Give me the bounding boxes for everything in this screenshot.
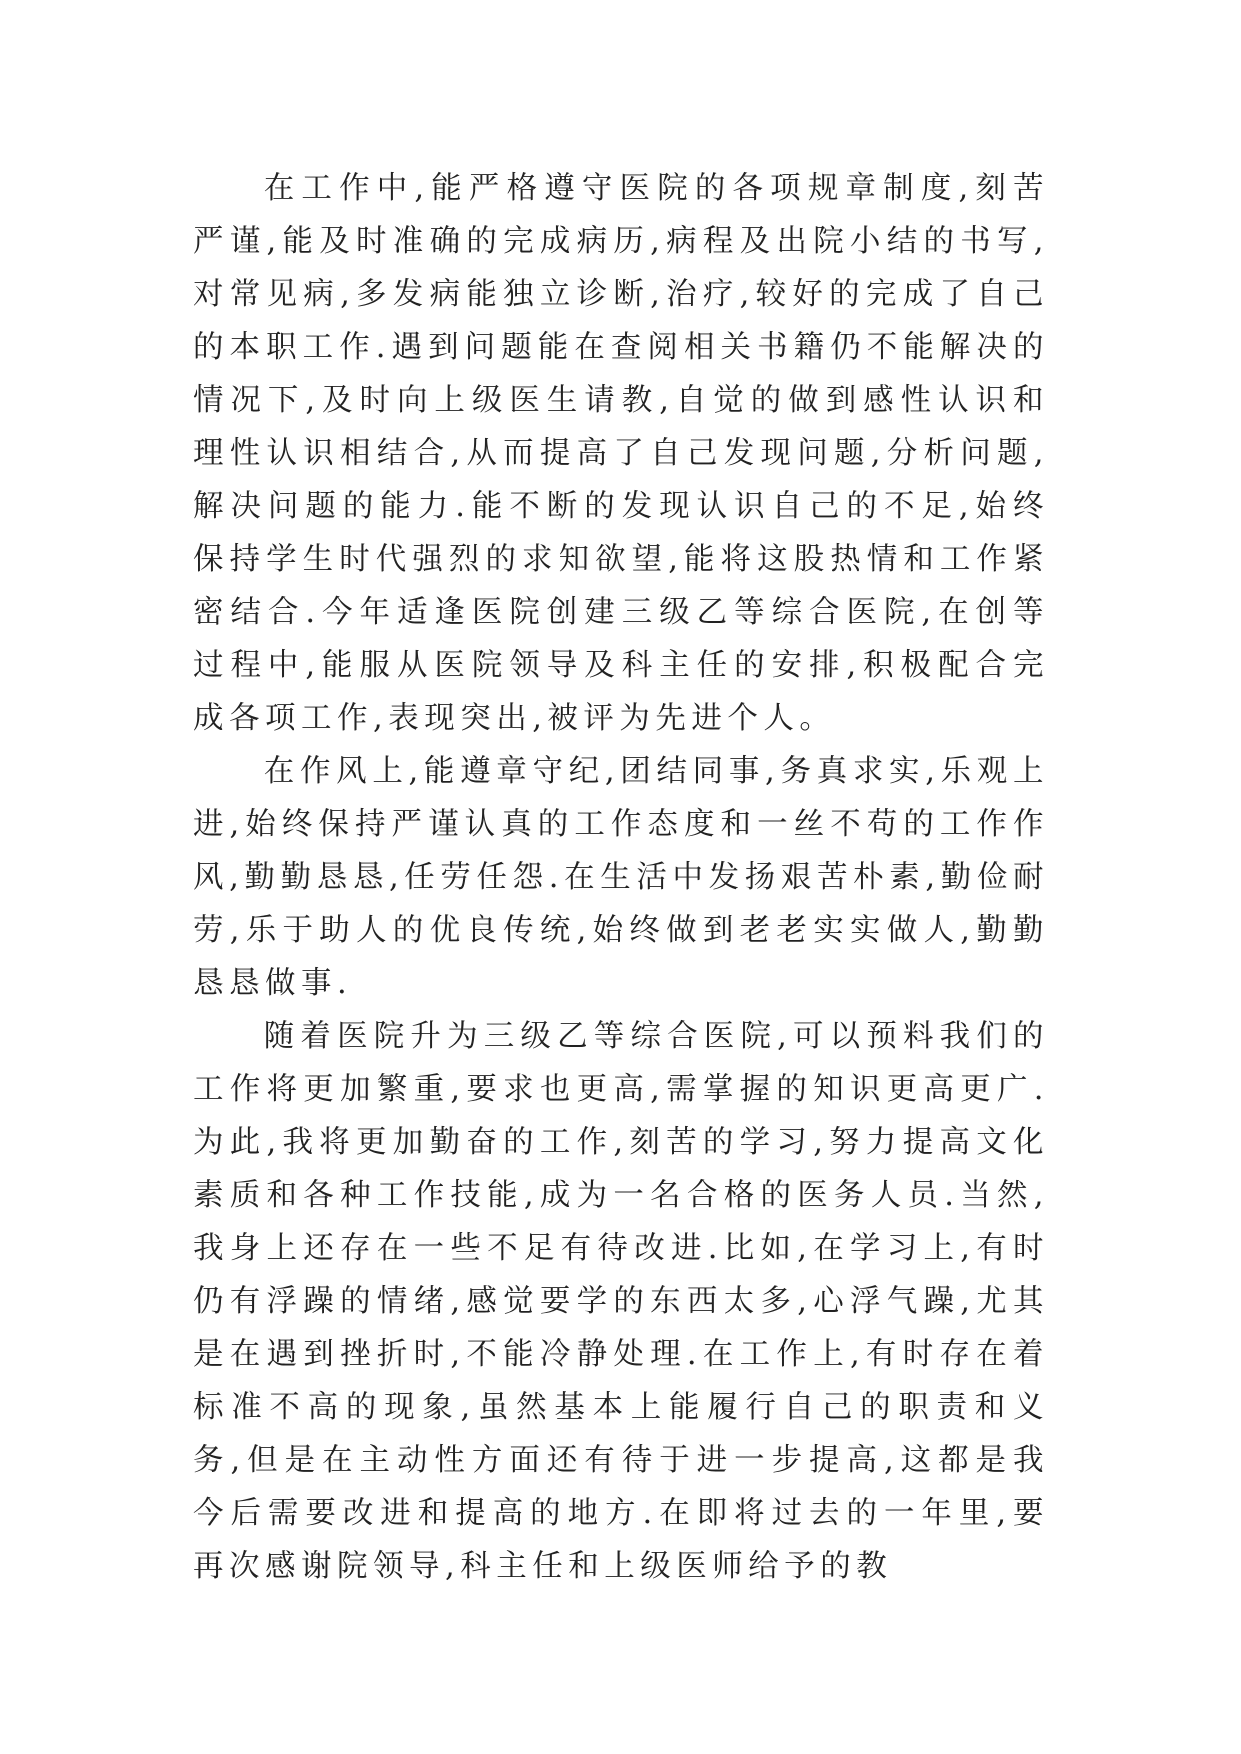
document-body (193, 162, 1049, 1593)
paragraph-work: 在工作中,能严格遵守医院的各项规章制度,刻苦严谨,能及时准确的完成病历,病程及出院小结的书写,对常见病,多发病能独立诊断,治疗,较好的完成了自己的本职工作.遇到问题能在查阅相关书籍仍不能解决的情况下,及时向上级医生请教,自觉的做到感性认识和理性认识相结合,从而提高了自己发现问题,分析问题,解决问题的能力.能不断的发现认识自己的不足,始终保持学生时代强烈的求知欲望,能将这股热情和工作紧密结合.今年适逢医院创建三级乙等综合医院,在创等过程中,能服从医院领导及科主任的安排,积极配合完成各项工作,表现突出,被评为先进个人。 (193, 171, 1049, 736)
paragraph-conduct: 在作风上,能遵章守纪,团结同事,务真求实,乐观上进,始终保持严谨认真的工作态度和一丝不苟的工作作风,勤勤恳恳,任劳任怨.在生活中发扬艰苦朴素,勤俭耐劳,乐于助人的优良传统,始终做到老老实实做人,勤勤恳恳做事. (193, 754, 1049, 1001)
paragraph-outlook: 随着医院升为三级乙等综合医院,可以预料我们的工作将更加繁重,要求也更高,需掌握的知识更高更广.为此,我将更加勤奋的工作,刻苦的学习,努力提高文化素质和各种工作技能,成为一名合格的医务人员.当然,我身上还存在一些不足有待改进.比如,在学习上,有时仍有浮躁的情绪,感觉要学的东西太多,心浮气躁,尤其是在遇到挫折时,不能冷静处理.在工作上,有时存在着标准不高的现象,虽然基本上能履行自己的职责和义务,但是在主动性方面还有待于进一步提高,这都是我今后需要改进和提高的地方.在即将过去的一年里,要再次感谢院领导,科主任和上级医师给予的教 (193, 1019, 1049, 1584)
